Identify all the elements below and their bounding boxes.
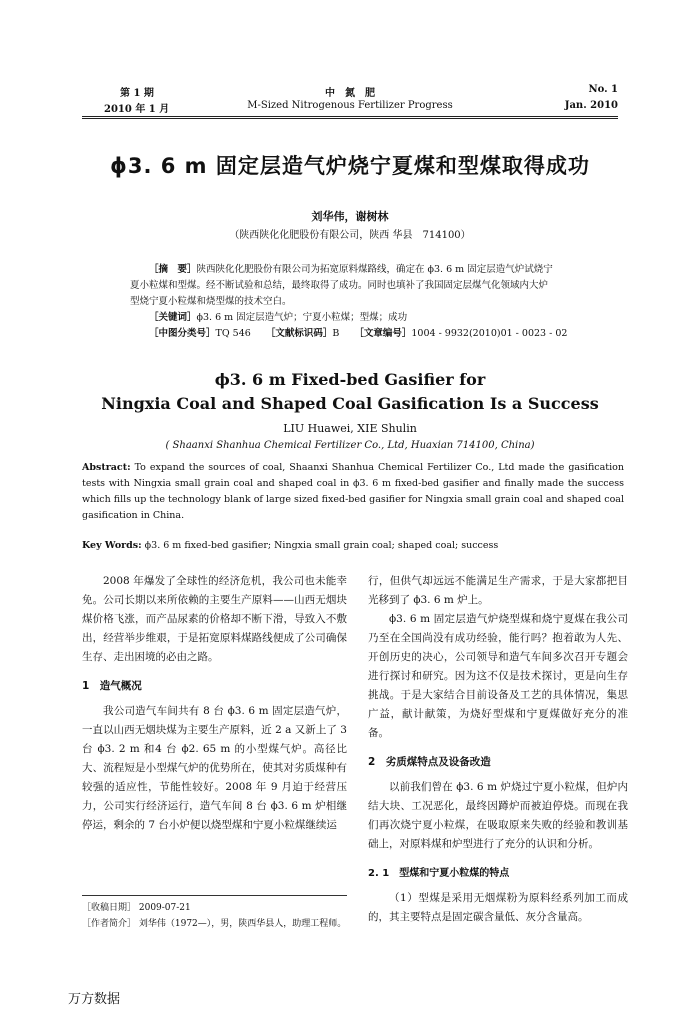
- journal-en: M-Sized Nitrogenous Fertilizer Progress: [247, 100, 453, 111]
- class-value: TQ 546: [215, 328, 251, 339]
- abstract-en-label: Abstract:: [82, 462, 131, 473]
- affiliation-en: ( Shaanxi Shanhua Chemical Fertilizer Co., Ltd, Huaxian 714100, China): [165, 440, 535, 451]
- abstract-en-text: To expand the sources of coal, Shaanxi Shanhua Chemical Fertilizer Co., Ltd made the gasification tests with Ningxia small grain coal and shaped coal in ϕ3. 6 m fixed-bed gasifier and finally made the success which fills up the technology blank of large sized fixed-bed gasifier for Ningxia small grain coal and shaped coal gasification in China.: [82, 462, 624, 521]
- right-column: [368, 572, 628, 927]
- doc-label: ［文献标识码］: [265, 328, 333, 339]
- left-column: [82, 572, 347, 835]
- authors-en: LIU Huawei, XIE Shulin: [283, 422, 417, 435]
- issue-en: No. 1: [588, 84, 618, 95]
- keywords-cn: ϕ3. 6 m 固定层造气炉；宁夏小粒煤；型煤；成功: [196, 312, 408, 323]
- footnote-received: ［收稿日期］ 2009-07-21: [82, 903, 191, 913]
- left-para-1: 2008 年爆发了全球性的经济危机，我公司也未能幸免。公司长期以来所依赖的主要生产原料——山西无烟块煤价格飞涨，而产品尿素的价格却不断下滑，导致入不敷出，经营举步维艰，于是拓宽原料煤路线便成了公司确保生存、走出困境的必由之路。: [82, 575, 347, 663]
- article-value: 1004 - 9932(2010)01 - 0023 - 02: [411, 328, 568, 339]
- title-en-line2: Ningxia Coal and Shaped Coal Gasification Is a Success: [101, 394, 599, 413]
- issue-cn: 第 1 期: [120, 88, 154, 99]
- abstract-cn-label: ［摘 要］: [149, 264, 197, 275]
- date-cn: 2010 年 1 月: [104, 104, 170, 115]
- abstract-en: [82, 460, 624, 524]
- header-rule: [82, 116, 618, 119]
- right-para-2: ϕ3. 6 m 固定层造气炉烧型煤和烧宁夏煤在我公司乃至在全国尚没有成功经验，能行吗？抱着敢为人先、开创历史的决心，公司领导和造气车间多次召开专题会进行探讨和研究。因为这不仅是技术探讨，更是向生存挑战。于是大家结合目前设备及工艺的具体情况，集思广益，献计献策，为烧好型煤和宁夏煤做好充分的准备。: [368, 613, 628, 739]
- abstract-cn-text2: 夏小粒煤和型煤。经不断试验和总结，最终取得了成功。同时也填补了我国固定层煤气化领域内大炉: [130, 280, 549, 291]
- keywords-cn-label: ［关键词］: [149, 312, 197, 323]
- title-cn: ϕ3. 6 m 固定层造气炉烧宁夏煤和型煤取得成功: [110, 154, 590, 178]
- doc-value: B: [332, 328, 340, 339]
- right-para-1: 行，但供气却远远不能满足生产需求，于是大家都把目光移到了 ϕ3. 6 m 炉上。: [368, 575, 628, 606]
- journal-cn: 中 氮 肥: [325, 88, 375, 99]
- keywords-en-label: Key Words:: [82, 540, 142, 551]
- keywords-en-line: [82, 538, 624, 554]
- abstract-cn-text3: 型烧宁夏小粒煤和烧型煤的技术空白。: [130, 296, 292, 307]
- right-para-4: （1）型煤是采用无烟煤粉为原料经系列加工而成的，其主要特点是固定碳含量低、灰分含量高。: [368, 892, 628, 923]
- section-1-heading: 1 造气概况: [82, 680, 142, 692]
- abstract-cn: [130, 262, 570, 342]
- footnotes: [82, 900, 347, 932]
- section-2-heading: 2 劣质煤特点及设备改造: [368, 756, 491, 768]
- right-para-3: 以前我们曾在 ϕ3. 6 m 炉烧过宁夏小粒煤，但炉内结大块、工况恶化，最终因蹲炉而被迫停烧。而现在我们再次烧宁夏小粒煤，在吸取原来失败的经验和教训基础上，对原料煤和炉型进行了充分的认识和分析。: [368, 781, 628, 850]
- footnote-rule: [82, 895, 347, 896]
- footnote-author: ［作者简介］ 刘华伟（1972—），男，陕西华县人，助理工程师。: [82, 919, 347, 929]
- keywords-en: ϕ3. 6 m fixed-bed gasifier; Ningxia small grain coal; shaped coal; success: [141, 540, 499, 551]
- abstract-cn-text1: 陕西陕化化肥股份有限公司为拓宽原料煤路线，确定在 ϕ3. 6 m 固定层造气炉试烧宁: [196, 264, 553, 275]
- title-en-line1: ϕ3. 6 m Fixed-bed Gasifier for: [214, 370, 486, 389]
- class-label: ［中图分类号］: [149, 328, 216, 339]
- left-para-2: 我公司造气车间共有 8 台 ϕ3. 6 m 固定层造气炉，一直以山西无烟块煤为主要生产原料，近 2 a 又新上了 3 台 ϕ3. 2 m 和4 台 ϕ2. 65 m 的小型煤气炉。高径比大、流程短是小型煤气炉的优势所在，使其对劣质煤种有较强的适应性，节能性较好。2008 年 9 月迫于经营压力，公司实行经济运行，造气车间 8 台 ϕ3. 6 m 炉相继停运，剩余的 7 台小炉便以烧型煤和宁夏小粒煤继续运: [82, 705, 347, 831]
- section-2-1-heading: 2. 1 型煤和宁夏小粒煤的特点: [368, 868, 510, 879]
- article-label: ［文章编号］: [354, 328, 412, 339]
- authors-cn: 刘华伟，谢树林: [311, 210, 389, 223]
- watermark-text: 万方数据: [68, 992, 121, 1007]
- affiliation-cn: （陕西陕化化肥股份有限公司，陕西 华县 714100）: [229, 230, 471, 241]
- date-en: Jan. 2010: [564, 100, 618, 111]
